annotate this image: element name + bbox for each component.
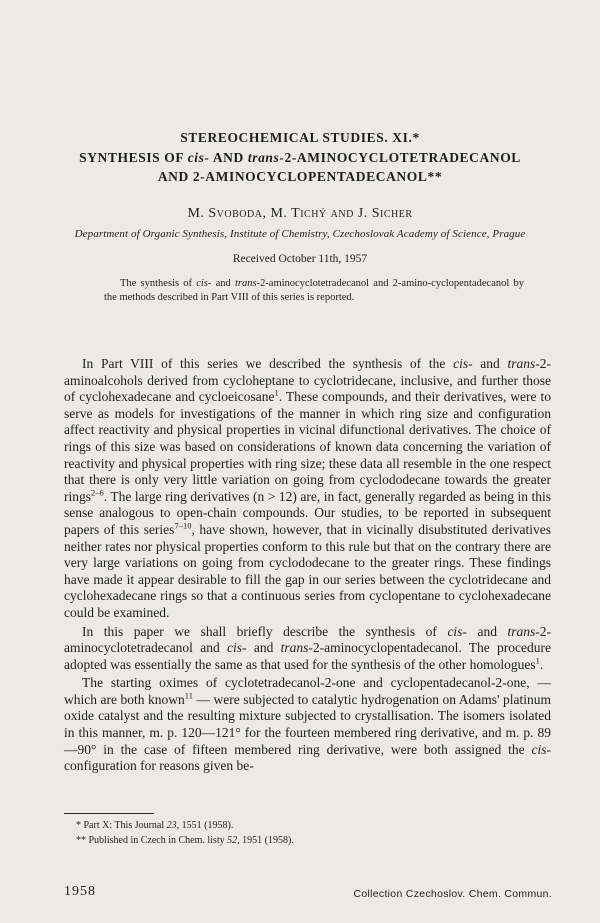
title-line-2 <box>0 150 600 166</box>
footnote-1 <box>76 818 536 833</box>
title-trans: trans- <box>247 150 285 165</box>
text: . The large ring derivatives (n > 12) are, in fact, generally regarded as being in this sense analogous to open-chain compounds. Our studies, to be reported in subsequent papers of this series <box>64 488 551 537</box>
abstract-text: 2-aminocyclotetradecanol and 2-amino-cyclopentadecanol by the methods described in Part VIII of this series is reported. <box>104 278 524 303</box>
italic: trans- <box>507 623 540 639</box>
reference: 1 <box>274 387 279 398</box>
italic: 23 <box>166 820 177 831</box>
text: 2-aminocyclotetradecanol and <box>64 623 551 656</box>
text: , 1951 (1958). <box>237 835 294 846</box>
text: , have shown, however, that in vicinally disubstituted derivatives neither rates nor physical properties conform to this rule but that on the contrary there are very large variations on going from cyclododecane to the greater rings. These findings have made it appear desirable to fill the gap in our series between the cyclotridecane and cyclohexadecane rings so that a continuous series from cyclopentane to cyclohexadecane could be examined. <box>64 521 551 620</box>
abstract-text: and <box>211 278 235 289</box>
authors: M. Svoboda, M. Tichý and J. Sicher <box>187 206 413 221</box>
title-text: AND 2-AMINOCYCLOPENTADECANOL** <box>157 169 443 184</box>
italic: trans- <box>507 356 540 371</box>
text: and <box>466 623 508 639</box>
body-text <box>64 356 551 777</box>
journal-name: Collection Czechoslov. Chem. Commun. <box>353 888 552 900</box>
received-date: Received October 11th, 1957 <box>232 253 368 265</box>
reference: 7–10 <box>174 520 192 531</box>
paragraph-3 <box>64 675 551 775</box>
text: and <box>246 640 281 656</box>
italic: cis- <box>453 356 473 371</box>
text: — were subjected to catalytic hydrogenation on Adams' platinum oxide catalyst and the resulting mixture subjected to crystallisation. The isomers isolated in this manner, m. p. 120—121° for the fourteen membered ring derivative, and m. p. 89—90° in the case of fifteen membered ring derivative, were both assigned the <box>64 691 551 757</box>
title-line-1 <box>0 130 600 146</box>
title-cis: cis- <box>187 150 210 165</box>
text: . <box>539 656 544 672</box>
abstract-text: The synthesis of <box>120 278 197 289</box>
abstract <box>104 277 524 305</box>
reference: 2–6 <box>91 487 104 498</box>
text: . These compounds, and their derivatives, were to serve as models for investigations of the manner in which ring size and configuration affect reactivity and physical properties in vicinal difunctional derivatives. The choice of rings of this size was based on considerations of known data concerning the variation of reactivity and physical properties with ring size; these data all resemble in the one respect that there is only very little variation on going from cyclododecane towards the greater rings <box>64 389 551 504</box>
text: 2-aminocyclopentadecanol. The procedure adopted was essentially the same as that used for the synthesis of the other homologues <box>64 640 552 672</box>
italic: cis- <box>447 623 467 639</box>
affiliation: Department of Organic Synthesis, Institute of Chemistry, Czechoslovak Academy of Science, Prague <box>74 228 526 240</box>
italic: trans- <box>280 640 313 656</box>
footnote-divider <box>64 813 154 814</box>
footnotes <box>76 818 536 848</box>
text: and <box>472 356 508 371</box>
italic: cis- <box>227 640 247 656</box>
title-text: 2-AMINOCYCLOTETRADECANOL <box>284 150 521 165</box>
text: 2-aminoalcohols derived from cycloheptane to cyclotridecane, inclusive, and further those of cyclohexadecane and cycloeicosane <box>64 356 551 405</box>
abstract-trans: trans- <box>234 278 261 289</box>
text: , 1551 (1958). <box>176 820 234 831</box>
page-number: 1958 <box>64 884 96 899</box>
title-line-3 <box>0 169 600 185</box>
footnote-2 <box>76 833 536 848</box>
title-series: STEREOCHEMICAL STUDIES. XI.* <box>180 130 420 145</box>
title-text: SYNTHESIS OF <box>79 150 188 165</box>
italic: 52 <box>227 835 238 846</box>
abstract-cis: cis- <box>196 278 212 289</box>
text: In this paper we shall briefly describe the synthesis of <box>82 623 448 639</box>
paragraph-2 <box>64 624 551 674</box>
text: * Part X: This Journal <box>76 820 167 831</box>
reference: 11 <box>184 690 193 701</box>
reference: 1 <box>535 655 540 666</box>
text: ** Published in Czech in Chem. listy <box>76 835 228 846</box>
title-text: AND <box>209 150 248 165</box>
text: In Part VIII of this series we described the synthesis of the <box>82 356 454 371</box>
text: The starting oximes of cyclotetradecanol-2-one and cyclopentadecanol-2-one, — which are both known <box>64 675 551 707</box>
paragraph-1 <box>64 356 551 622</box>
italic: cis <box>531 741 547 757</box>
text: -configuration for reasons given be- <box>64 741 551 774</box>
